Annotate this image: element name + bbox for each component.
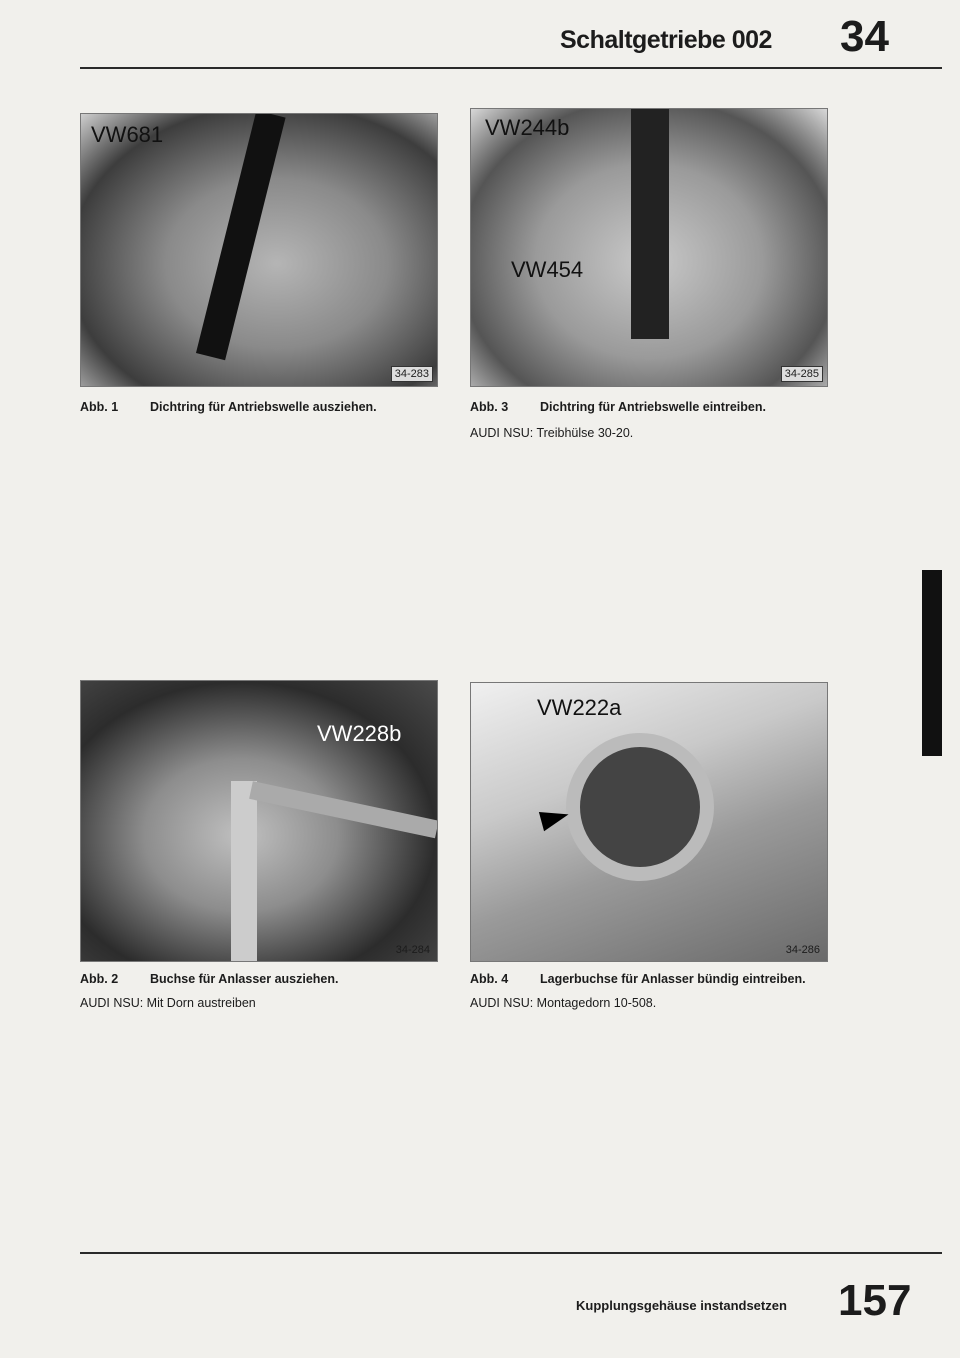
figure-label: Abb. 4 xyxy=(470,972,509,986)
caption-text: Dichtring für Antriebswelle ausziehen. xyxy=(150,400,377,414)
figure-2-caption xyxy=(80,972,339,986)
caption-text: Buchse für Anlasser ausziehen. xyxy=(150,972,339,986)
figure-3-note: AUDI NSU: Treibhülse 30-20. xyxy=(470,426,634,440)
housing-bore xyxy=(566,733,714,881)
figure-code: 34-284 xyxy=(395,944,430,956)
figure-3-photo xyxy=(470,108,828,387)
section-number: 34 xyxy=(840,12,889,61)
figure-code: 34-286 xyxy=(785,944,820,956)
thumb-index-tab xyxy=(922,570,942,756)
wrench-handle xyxy=(231,781,257,961)
figure-2-note: AUDI NSU: Mit Dorn austreiben xyxy=(80,996,256,1010)
tool-label: VW222a xyxy=(537,695,622,720)
figure-code: 34-283 xyxy=(391,366,433,382)
figure-1-caption xyxy=(80,400,377,414)
tool-label-2: VW454 xyxy=(511,257,584,282)
footer-title: Kupplungsgehäuse instandsetzen xyxy=(576,1298,787,1313)
figure-4-caption xyxy=(470,972,806,986)
figure-4-note: AUDI NSU: Montagedorn 10-508. xyxy=(470,996,657,1010)
figure-4-photo xyxy=(470,682,828,962)
chapter-title: Schaltgetriebe 002 xyxy=(560,26,772,54)
extractor-tool xyxy=(196,113,286,360)
caption-text: Lagerbuchse für Anlasser bündig eintreiben. xyxy=(540,972,806,986)
figure-3-caption xyxy=(470,400,766,414)
figure-2-photo xyxy=(80,680,438,962)
arrow-icon xyxy=(539,805,571,832)
figure-label: Abb. 1 xyxy=(80,400,119,414)
figure-code: 34-285 xyxy=(781,366,823,382)
figure-label: Abb. 2 xyxy=(80,972,119,986)
figure-1-photo xyxy=(80,113,438,387)
caption-text: Dichtring für Antriebswelle eintreiben. xyxy=(540,400,766,414)
footer-rule xyxy=(80,1252,942,1254)
tool-label: VW228b xyxy=(317,721,402,746)
tool-label: VW244b xyxy=(485,115,570,140)
tool-label: VW681 xyxy=(91,122,164,147)
hook-wrench xyxy=(249,781,438,838)
figure-label: Abb. 3 xyxy=(470,400,509,414)
driver-tool xyxy=(631,109,669,339)
page-number: 157 xyxy=(838,1276,912,1325)
header-rule xyxy=(80,67,942,69)
